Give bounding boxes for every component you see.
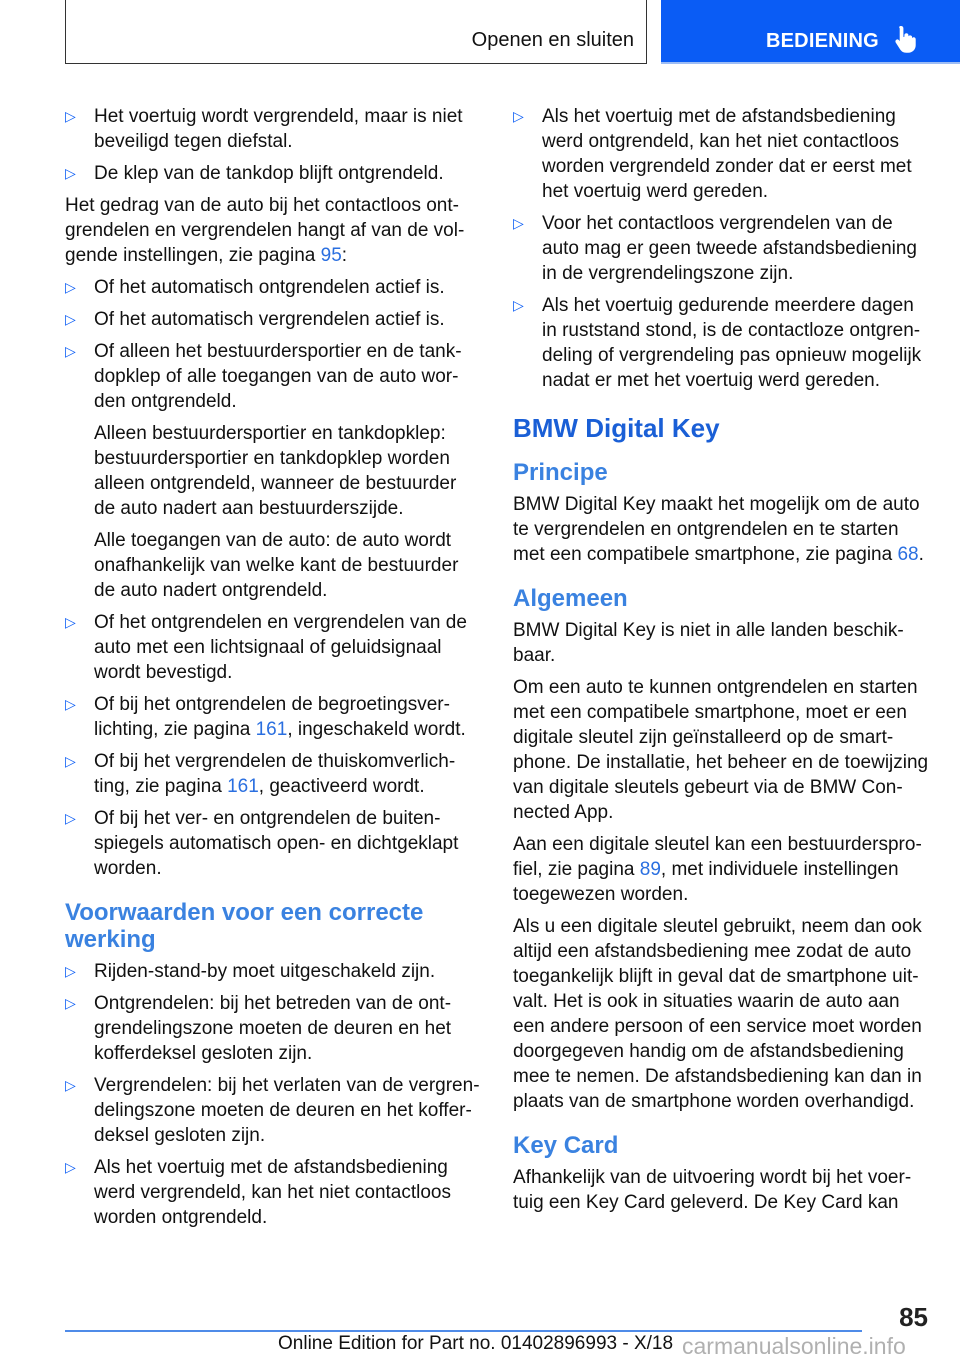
bullet-triangle-icon: ▷ — [513, 297, 524, 313]
text-segment: Aan een digitale sleutel kan een bestuurderspro- — [513, 834, 922, 855]
text-segment: fiel, zie pagina — [513, 859, 640, 880]
text-segment: BMW Digital Key — [513, 413, 720, 443]
bullet-item — [65, 749, 485, 799]
paragraph — [513, 832, 933, 907]
bullet-triangle-icon: ▷ — [65, 810, 76, 826]
text-line — [94, 104, 485, 129]
bullet-triangle-icon: ▷ — [65, 753, 76, 769]
text-segment: Of het automatisch ontgrendelen actief is. — [94, 277, 445, 298]
text-segment: valt. Het is ook in situaties waarin de auto aan — [513, 991, 900, 1012]
page-link[interactable]: 95 — [320, 245, 342, 266]
text-segment: met een compatibele smartphone, moet er een — [513, 702, 907, 723]
text-segment: werking — [65, 926, 156, 953]
bullet-triangle-icon: ▷ — [65, 963, 76, 979]
text-segment: de auto nadert aan bestuurderszijde. — [94, 498, 404, 519]
text-line — [542, 343, 933, 368]
text-line — [513, 492, 933, 517]
text-line — [94, 1180, 485, 1205]
text-line — [65, 243, 485, 268]
text-segment: Als u een digitale sleutel gebruikt, neem dan ook — [513, 916, 922, 937]
page-number: 85 — [899, 1302, 928, 1332]
text-segment: wordt bevestigd. — [94, 662, 233, 683]
text-line — [513, 989, 933, 1014]
subheading — [65, 899, 485, 953]
left-column — [65, 104, 485, 1237]
text-line — [94, 660, 485, 685]
bullet-item — [65, 991, 485, 1066]
text-line — [94, 806, 485, 831]
text-line — [513, 542, 933, 567]
bullet-item — [65, 339, 485, 414]
bullet-triangle-icon: ▷ — [65, 165, 76, 181]
paragraph — [513, 1165, 933, 1215]
text-line — [94, 991, 485, 1016]
text-segment: Als het voertuig gedurende meerdere dagen — [542, 295, 914, 316]
indented-paragraph — [65, 421, 485, 521]
text-segment: in de vergrendelingszone zijn. — [542, 263, 794, 284]
text-segment: Key Card — [513, 1132, 619, 1159]
subheading — [513, 459, 933, 486]
text-line — [94, 275, 485, 300]
text-segment: Algemeen — [513, 585, 628, 612]
bullet-triangle-icon: ▷ — [65, 1077, 76, 1093]
text-segment: van digitale sleutels gebeurt via de BMW Con- — [513, 777, 903, 798]
paragraph — [513, 492, 933, 567]
text-line — [513, 800, 933, 825]
text-segment: , ingeschakeld wordt. — [287, 719, 466, 740]
text-line — [94, 161, 485, 186]
text-line — [94, 692, 485, 717]
bullet-item — [65, 692, 485, 742]
text-line — [94, 129, 485, 154]
text-segment: werd vergrendeld, kan het niet contactloos — [94, 1182, 451, 1203]
text-line — [513, 1064, 933, 1089]
bullet-triangle-icon: ▷ — [65, 1159, 76, 1175]
text-segment: Of bij het ver- en ontgrendelen de buiten- — [94, 808, 441, 829]
text-segment: plaats van de smartphone worden overhandigd. — [513, 1091, 915, 1112]
text-segment: , met individuele instellingen — [660, 859, 899, 880]
text-segment: Als het voertuig met de afstandsbediening — [94, 1157, 448, 1178]
text-line — [65, 218, 485, 243]
text-line — [513, 1014, 933, 1039]
text-line — [542, 236, 933, 261]
text-line — [513, 1165, 933, 1190]
text-segment: Of bij het ontgrendelen de begroetingsver- — [94, 694, 450, 715]
text-line — [94, 1041, 485, 1066]
text-line — [513, 459, 933, 486]
text-segment: Het gedrag van de auto bij het contactloos ont- — [65, 195, 459, 216]
text-segment: , geactiveerd wordt. — [258, 776, 425, 797]
right-column — [513, 104, 933, 1222]
text-segment: Voorwaarden voor een correcte — [65, 899, 424, 926]
text-line — [513, 939, 933, 964]
text-line — [542, 104, 933, 129]
text-segment: phone. De installatie, het beheer en de toewijzing — [513, 752, 929, 773]
text-line — [94, 389, 485, 414]
text-line — [94, 1098, 485, 1123]
text-segment: worden ontgrendeld. — [94, 1207, 268, 1228]
text-line — [65, 899, 485, 926]
text-segment: auto mag er geen tweede afstandsbediening — [542, 238, 917, 259]
text-line — [94, 1016, 485, 1041]
text-segment: Of het automatisch vergrendelen actief is. — [94, 309, 445, 330]
text-line — [94, 856, 485, 881]
bullet-item — [65, 307, 485, 332]
text-segment: beveiligd tegen diefstal. — [94, 131, 293, 152]
text-line — [94, 446, 485, 471]
text-segment: De klep van de tankdop blijft ontgrendeld. — [94, 163, 444, 184]
text-line — [94, 610, 485, 635]
text-segment: BMW Digital Key maakt het mogelijk om de auto — [513, 494, 920, 515]
text-segment: Om een auto te kunnen ontgrendelen en starten — [513, 677, 918, 698]
bullet-triangle-icon: ▷ — [65, 696, 76, 712]
text-line — [94, 717, 485, 742]
bullet-triangle-icon: ▷ — [513, 108, 524, 124]
text-line — [542, 368, 933, 393]
footer-edition: Online Edition for Part no. 01402896993 - X/18 — [278, 1333, 674, 1354]
text-line — [513, 775, 933, 800]
text-line — [513, 618, 933, 643]
bullet-triangle-icon: ▷ — [65, 995, 76, 1011]
text-line — [542, 318, 933, 343]
text-segment: auto met een lichtsignaal of geluidsignaal — [94, 637, 442, 658]
bullet-item — [65, 275, 485, 300]
text-line — [513, 643, 933, 668]
bullet-item — [65, 1073, 485, 1148]
subheading — [513, 1132, 933, 1159]
header-section-box — [65, 0, 647, 64]
text-line — [542, 261, 933, 286]
text-segment: grendelen en vergrendelen hangt af van de vol- — [65, 220, 465, 241]
text-segment: digitale sleutel zijn geïnstalleerd op de smart- — [513, 727, 894, 748]
text-segment: Ontgrendelen: bij het betreden van de ont- — [94, 993, 452, 1014]
chapter-tab-label: BEDIENING — [766, 30, 879, 52]
text-line — [513, 413, 933, 443]
text-line — [94, 339, 485, 364]
hand-pointer-icon — [893, 24, 919, 54]
text-line — [542, 129, 933, 154]
text-segment: doorgegeven handig om de afstandsbediening — [513, 1041, 904, 1062]
text-line — [94, 774, 485, 799]
text-line — [513, 725, 933, 750]
page-link[interactable]: 68 — [897, 544, 919, 565]
text-line — [65, 926, 485, 953]
paragraph — [65, 193, 485, 268]
text-line — [513, 1132, 933, 1159]
text-segment: het voertuig werd gereden. — [542, 181, 769, 202]
bullet-item — [513, 211, 933, 286]
text-line — [513, 585, 933, 612]
footer-divider — [65, 1330, 862, 1332]
text-line — [94, 1073, 485, 1098]
text-line — [94, 831, 485, 856]
text-segment: dopklep of alle toegangen van de auto wor- — [94, 366, 459, 387]
text-segment: de auto nadert ontgrendeld. — [94, 580, 328, 601]
text-line — [94, 578, 485, 603]
text-segment: nected App. — [513, 802, 614, 823]
text-segment: delingszone moeten de deuren en het koffer- — [94, 1100, 472, 1121]
text-line — [513, 750, 933, 775]
subheading — [513, 585, 933, 612]
text-line — [94, 471, 485, 496]
bullet-item — [65, 1155, 485, 1230]
section-title: Openen en sluiten — [471, 29, 634, 51]
bullet-item — [65, 959, 485, 984]
text-segment: gende instellingen, zie pagina — [65, 245, 321, 266]
text-segment: Rijden-stand-by moet uitgeschakeld zijn. — [94, 961, 436, 982]
text-segment: Of het ontgrendelen en vergrendelen van de — [94, 612, 467, 633]
bullet-item — [65, 806, 485, 881]
text-segment: grendelingszone moeten de deuren en het — [94, 1018, 452, 1039]
text-segment: mee te nemen. De afstandsbediening kan dan in — [513, 1066, 922, 1087]
text-segment: een andere persoon of een service moet worden — [513, 1016, 922, 1037]
text-segment: werd ontgrendeld, kan het niet contactloos — [542, 131, 900, 152]
paragraph — [513, 618, 933, 668]
text-segment: lichting, zie pagina — [94, 719, 256, 740]
chapter-tab[interactable] — [661, 0, 960, 64]
text-segment: nadat er met het voertuig werd gereden. — [542, 370, 880, 391]
text-line — [513, 517, 933, 542]
text-segment: bestuurdersportier en tankdopklep worden — [94, 448, 450, 469]
text-segment: Of bij het vergrendelen de thuiskomverlich- — [94, 751, 456, 772]
bullet-triangle-icon: ▷ — [65, 343, 76, 359]
bullet-item — [65, 610, 485, 685]
text-line — [94, 1155, 485, 1180]
text-line — [513, 700, 933, 725]
text-line — [94, 959, 485, 984]
bullet-item — [65, 104, 485, 154]
text-line — [513, 675, 933, 700]
text-segment: BMW Digital Key is niet in alle landen beschik- — [513, 620, 904, 641]
watermark: carmanualsonline.info — [682, 1333, 906, 1359]
text-segment: kofferdeksel gesloten zijn. — [94, 1043, 313, 1064]
text-segment: onafhankelijk van welke kant de bestuurder — [94, 555, 459, 576]
text-line — [542, 154, 933, 179]
text-segment: toegankelijk blijft in geval dat de smartphone uit- — [513, 966, 919, 987]
page-link[interactable]: 161 — [255, 719, 288, 740]
text-line — [513, 882, 933, 907]
text-line — [542, 179, 933, 204]
text-line — [542, 293, 933, 318]
text-line — [513, 914, 933, 939]
text-line — [513, 1089, 933, 1114]
text-segment: tuig een Key Card geleverd. De Key Card kan — [513, 1192, 899, 1213]
text-line — [94, 553, 485, 578]
text-line — [513, 832, 933, 857]
text-segment: met een compatibele smartphone, zie pagina — [513, 544, 898, 565]
indented-paragraph — [65, 528, 485, 603]
text-segment: : — [341, 245, 348, 266]
bullet-triangle-icon: ▷ — [65, 279, 76, 295]
text-segment: deling of vergrendeling pas opnieuw mogelijk — [542, 345, 922, 366]
text-segment: alleen ontgrendeld, wanneer de bestuurder — [94, 473, 457, 494]
page-link[interactable]: 161 — [227, 776, 259, 797]
paragraph — [513, 914, 933, 1114]
text-segment: Voor het contactloos vergrendelen van de — [542, 213, 893, 234]
text-line — [94, 307, 485, 332]
text-segment: spiegels automatisch open- en dichtgeklapt — [94, 833, 459, 854]
text-segment: worden vergrendeld zonder dat er eerst met — [542, 156, 912, 177]
text-segment: in ruststand stond, is de contactloze ontgren- — [542, 320, 921, 341]
page-link[interactable]: 89 — [639, 859, 661, 880]
text-segment: Als het voertuig met de afstandsbediening — [542, 106, 896, 127]
text-segment: altijd een afstandsbediening mee zodat de auto — [513, 941, 912, 962]
bullet-item — [513, 293, 933, 393]
text-line — [542, 211, 933, 236]
text-line — [513, 1190, 933, 1215]
text-segment: Alle toegangen van de auto: de auto wordt — [94, 530, 452, 551]
text-line — [94, 496, 485, 521]
text-line — [94, 421, 485, 446]
text-segment: Principe — [513, 459, 608, 486]
text-segment: Afhankelijk van de uitvoering wordt bij het voer- — [513, 1167, 912, 1188]
text-line — [94, 1123, 485, 1148]
text-line — [94, 749, 485, 774]
text-segment: te vergrendelen en ontgrendelen en te starten — [513, 519, 899, 540]
text-segment: Het voertuig wordt vergrendeld, maar is niet — [94, 106, 463, 127]
text-segment: toegewezen worden. — [513, 884, 689, 905]
bullet-item — [513, 104, 933, 204]
text-line — [94, 635, 485, 660]
paragraph — [513, 675, 933, 825]
text-segment: . — [918, 544, 924, 565]
bullet-triangle-icon: ▷ — [65, 311, 76, 327]
text-segment: Alleen bestuurdersportier en tankdopklep: — [94, 423, 446, 444]
text-line — [513, 857, 933, 882]
text-segment: ting, zie pagina — [94, 776, 228, 797]
text-line — [94, 528, 485, 553]
bullet-triangle-icon: ▷ — [513, 215, 524, 231]
text-segment: Vergrendelen: bij het verlaten van de vergren- — [94, 1075, 480, 1096]
text-line — [513, 1039, 933, 1064]
text-segment: worden. — [94, 858, 162, 879]
text-line — [94, 1205, 485, 1230]
text-line — [94, 364, 485, 389]
text-segment: baar. — [513, 645, 556, 666]
text-segment: den ontgrendeld. — [94, 391, 237, 412]
text-line — [513, 964, 933, 989]
text-segment: Of alleen het bestuurdersportier en de tank- — [94, 341, 462, 362]
bullet-item — [65, 161, 485, 186]
bullet-triangle-icon: ▷ — [65, 614, 76, 630]
bullet-triangle-icon: ▷ — [65, 108, 76, 124]
heading — [513, 413, 933, 443]
text-line — [65, 193, 485, 218]
text-segment: deksel gesloten zijn. — [94, 1125, 266, 1146]
